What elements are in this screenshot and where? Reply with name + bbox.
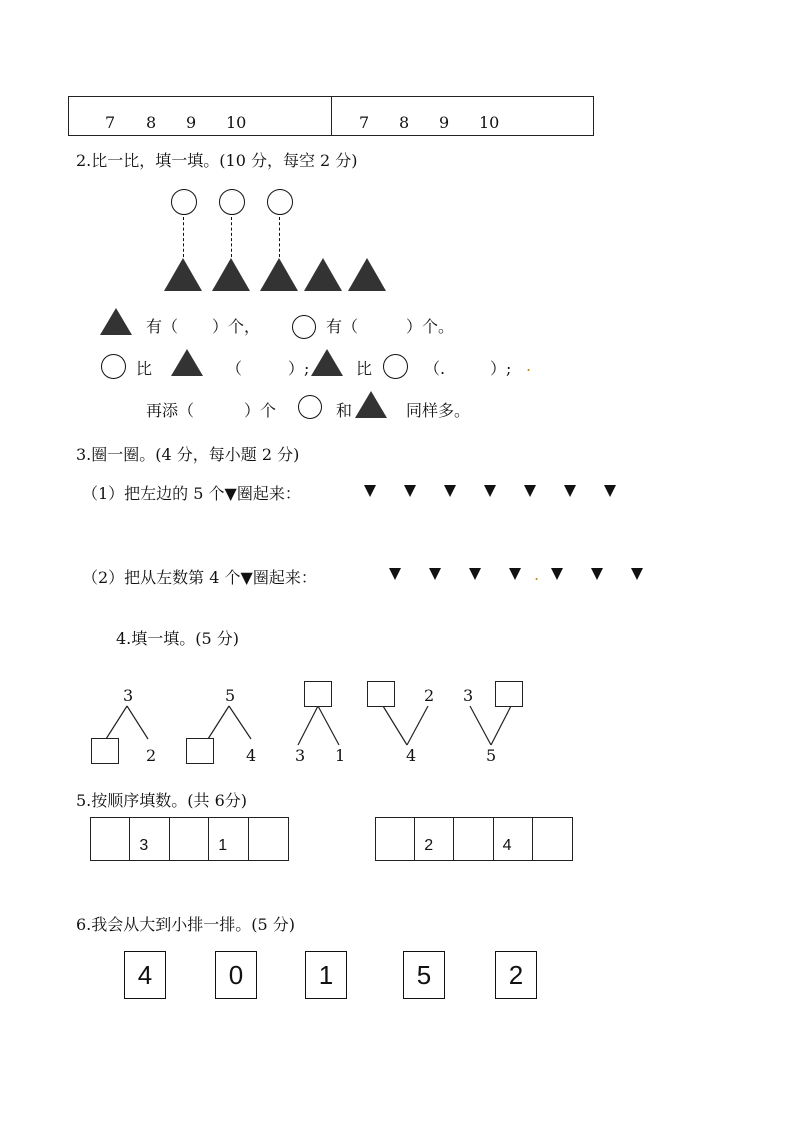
q2-text: 比 bbox=[136, 359, 153, 378]
sequence-cell[interactable] bbox=[249, 818, 288, 860]
table-number: 7 bbox=[105, 113, 116, 132]
q2-text: 再添（ bbox=[146, 401, 195, 420]
sequence-cell[interactable] bbox=[170, 818, 209, 860]
q5-title: 5.按顺序填数。(共 6分) bbox=[76, 791, 248, 810]
table-number: 7 bbox=[359, 113, 370, 132]
q2-text: 同样多。 bbox=[406, 401, 471, 420]
answer-box[interactable] bbox=[304, 681, 332, 707]
q3-item2: （2）把从左数第 4 个▼圈起来： bbox=[82, 568, 317, 587]
table-number: 10 bbox=[479, 113, 500, 132]
answer-box[interactable] bbox=[495, 681, 523, 707]
number-card: 5 bbox=[403, 951, 445, 999]
bond-number: 1 bbox=[335, 746, 346, 765]
q2-text: ）个， bbox=[212, 317, 261, 336]
q2-text: 有（ bbox=[146, 317, 179, 336]
sequence-row-2 bbox=[375, 817, 573, 861]
bond-number: 3 bbox=[463, 686, 474, 705]
q2-text: 有（ bbox=[326, 317, 359, 336]
q2-text: 和 bbox=[336, 401, 353, 420]
q2-dot: . bbox=[526, 356, 532, 375]
sequence-cell[interactable] bbox=[91, 818, 130, 860]
q2-text: ）个。 bbox=[406, 317, 455, 336]
q2-text: （. bbox=[424, 359, 446, 378]
answer-box[interactable] bbox=[367, 681, 395, 707]
bond-number: 2 bbox=[146, 746, 157, 765]
sequence-cell: 1 bbox=[209, 818, 248, 860]
number-card: 0 bbox=[215, 951, 257, 999]
number-card: 1 bbox=[305, 951, 347, 999]
q2-text: ）; bbox=[288, 359, 310, 378]
q3-title: 3.圈一圈。(4 分，每小题 2 分) bbox=[76, 445, 300, 464]
bond-number: 4 bbox=[406, 746, 417, 765]
q2-title: 2.比一比，填一填。(10 分，每空 2 分) bbox=[76, 151, 358, 170]
q2-text: 比 bbox=[356, 359, 373, 378]
q2-text: ）; bbox=[490, 359, 512, 378]
number-card: 2 bbox=[495, 951, 537, 999]
bond-number: 3 bbox=[295, 746, 306, 765]
sequence-cell: 4 bbox=[494, 818, 533, 860]
bond-number: 5 bbox=[225, 686, 236, 705]
sequence-cell: 3 bbox=[130, 818, 169, 860]
sequence-cell[interactable] bbox=[454, 818, 493, 860]
table-number: 10 bbox=[226, 113, 247, 132]
table-number: 9 bbox=[439, 113, 450, 132]
q3-dot: . bbox=[534, 565, 540, 584]
answer-box[interactable] bbox=[186, 738, 214, 764]
sequence-cell[interactable] bbox=[533, 818, 572, 860]
q4-title: 4.填一填。(5 分) bbox=[116, 629, 240, 648]
bond-number: 2 bbox=[424, 686, 435, 705]
q2-text: （ bbox=[226, 359, 243, 378]
number-card: 4 bbox=[124, 951, 166, 999]
q3-item1: （1）把左边的 5 个▼圈起来： bbox=[82, 484, 301, 503]
table-number: 8 bbox=[146, 113, 157, 132]
bond-number: 3 bbox=[123, 686, 134, 705]
answer-box[interactable] bbox=[91, 738, 119, 764]
sequence-row-1 bbox=[90, 817, 289, 861]
bond-number: 4 bbox=[246, 746, 257, 765]
sequence-cell[interactable] bbox=[376, 818, 415, 860]
q6-title: 6.我会从大到小排一排。(5 分) bbox=[76, 915, 296, 934]
sequence-cell: 2 bbox=[415, 818, 454, 860]
table-number: 9 bbox=[186, 113, 197, 132]
table-number: 8 bbox=[399, 113, 410, 132]
q2-text: ）个 bbox=[244, 401, 277, 420]
bond-number: 5 bbox=[486, 746, 497, 765]
